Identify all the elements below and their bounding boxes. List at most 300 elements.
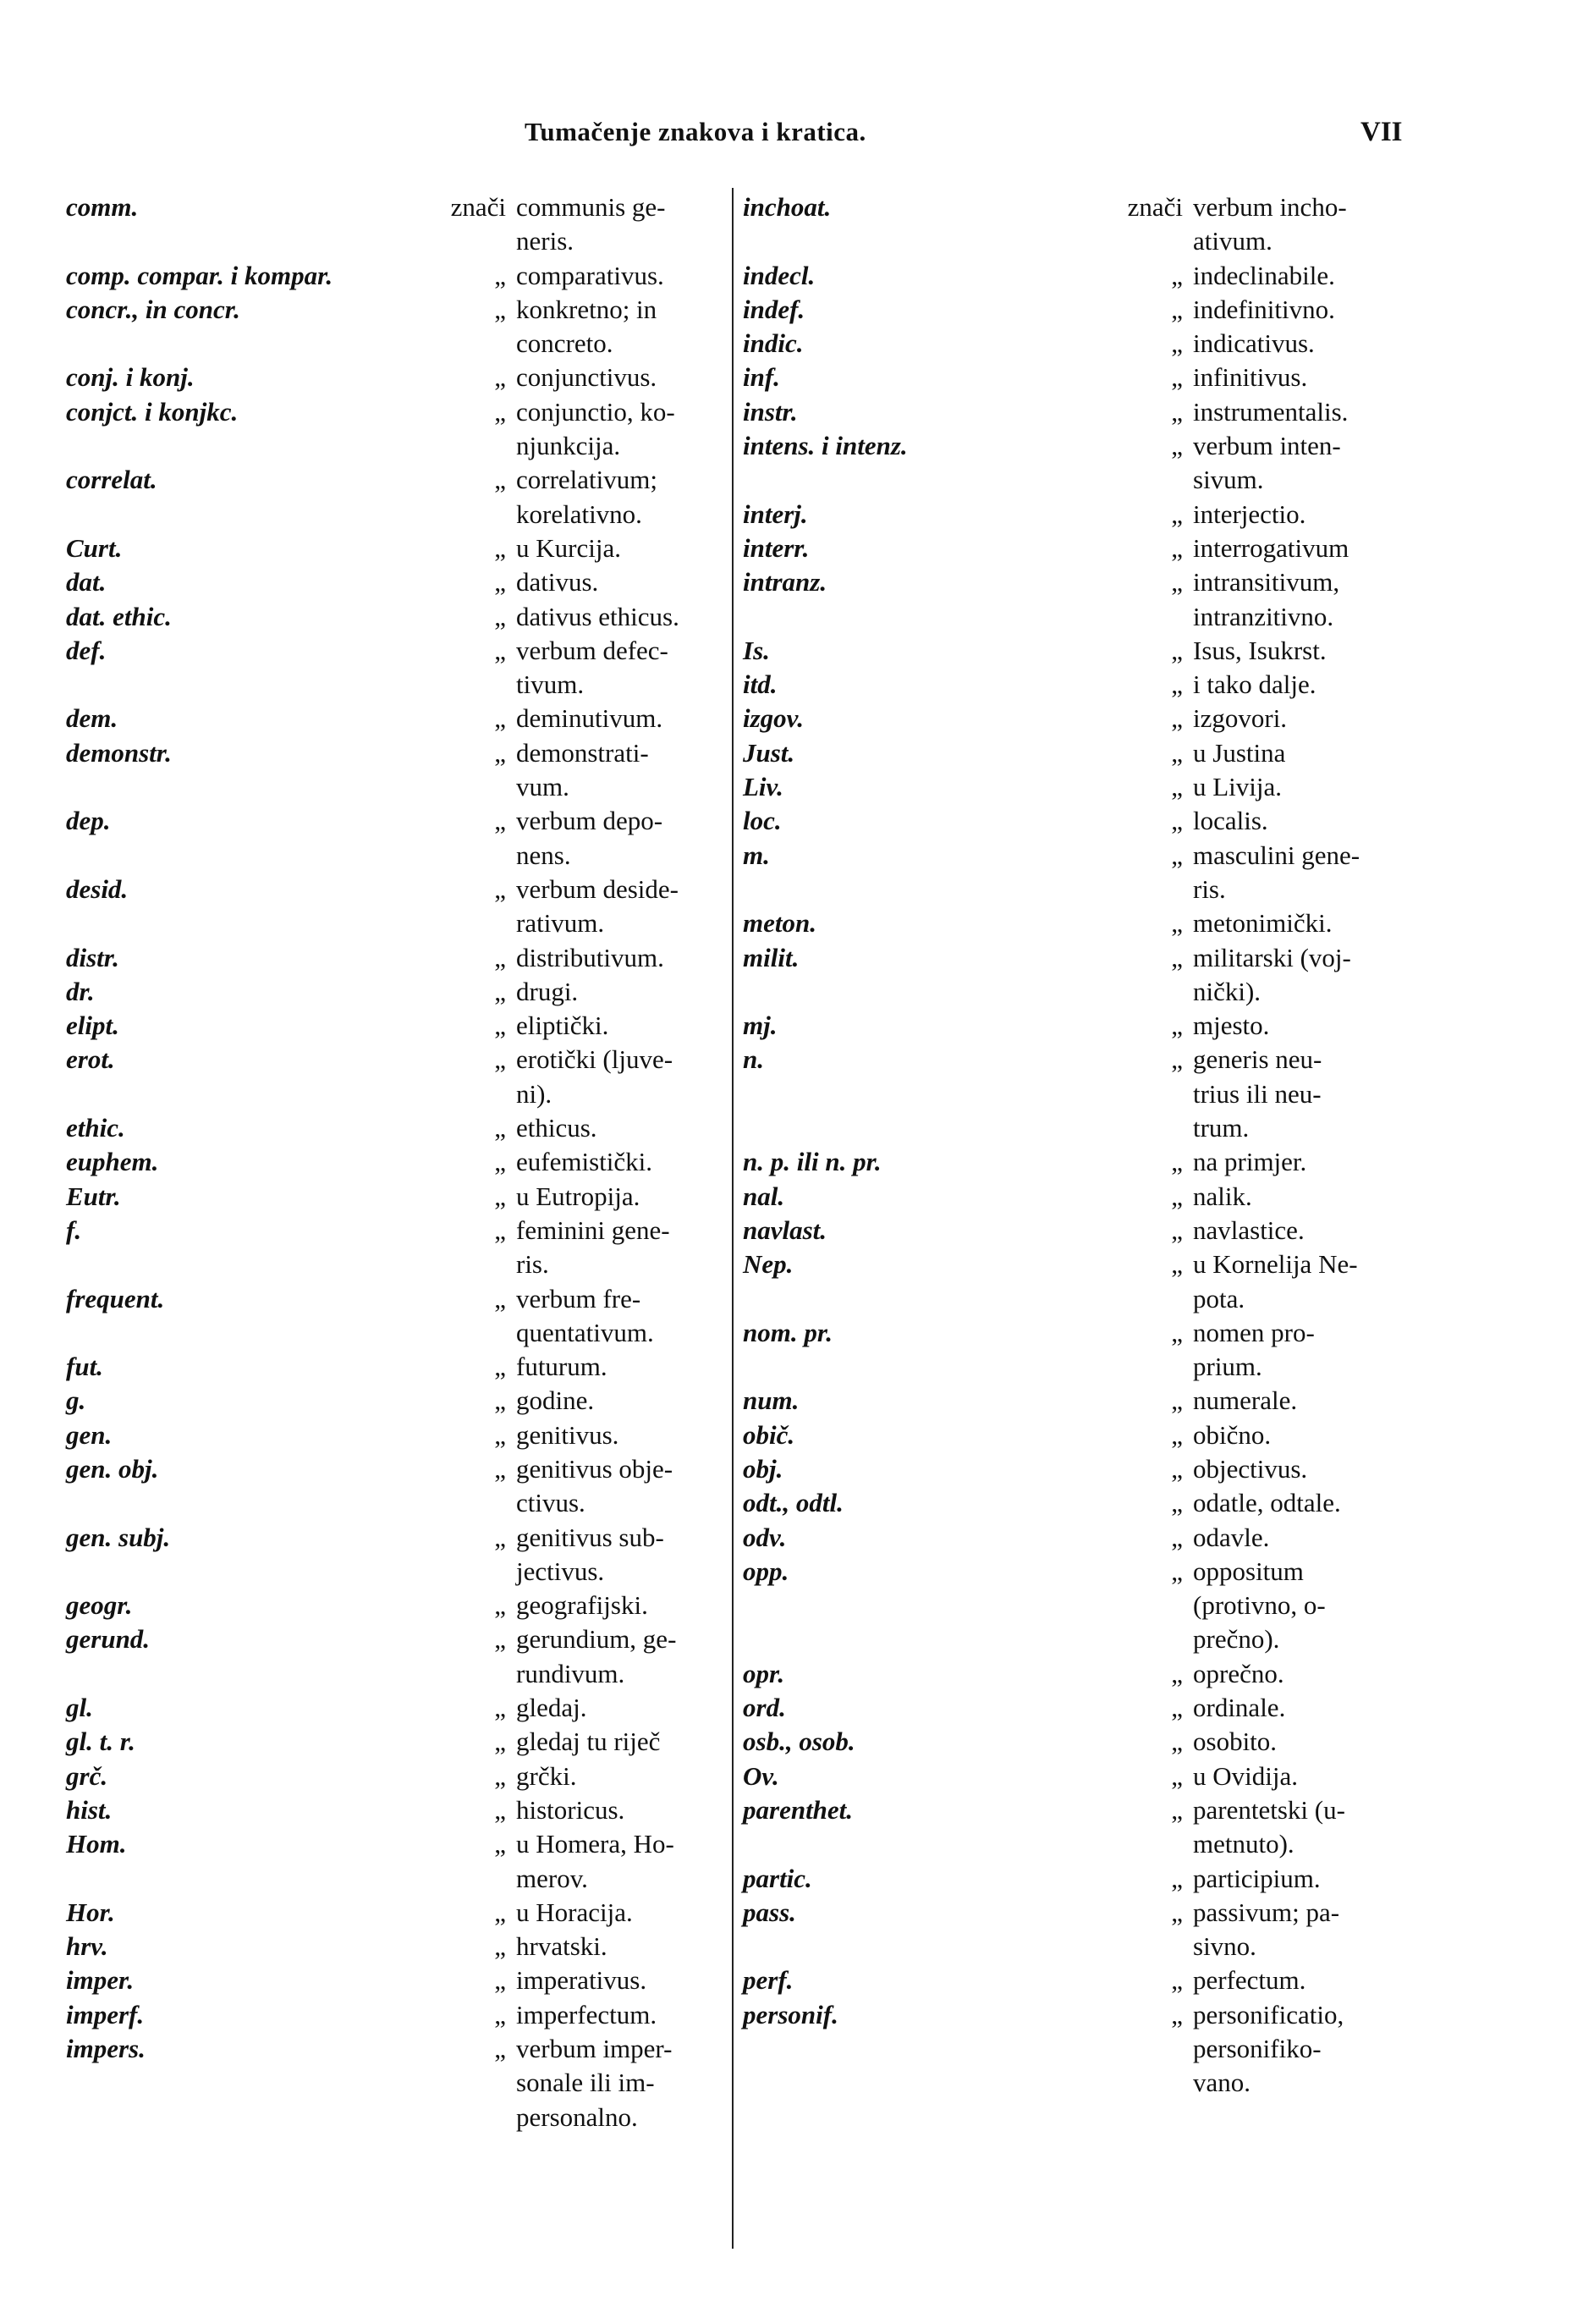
abbreviation: imper. (66, 1965, 135, 1996)
meaning-line: odatle, odtale. (1193, 1488, 1341, 1518)
meaning-line: verbum fre- (516, 1283, 641, 1313)
abbreviation-entry (743, 668, 1420, 702)
meaning-line: nalik. (1193, 1181, 1252, 1211)
abbreviation: distr. (66, 942, 119, 972)
meaning (516, 2032, 719, 2134)
means-marker: „ (1171, 1181, 1183, 1211)
means-marker: „ (494, 1726, 506, 1757)
meaning-line: njunkcija. (516, 431, 621, 461)
meaning (516, 463, 719, 531)
abbreviation: grč. (66, 1760, 108, 1791)
abbreviation: perf. (743, 1965, 794, 1996)
abbreviation-entry (66, 531, 717, 565)
abbreviation: meton. (743, 908, 816, 939)
abbreviation-entry (743, 429, 1420, 498)
means-marker: „ (1171, 908, 1183, 939)
abbreviation-entry (743, 395, 1420, 429)
meaning-line: intransitivum, (1193, 567, 1340, 598)
meaning (516, 395, 719, 464)
abbreviation-entry (66, 1180, 717, 1214)
abbreviation: Hom. (66, 1829, 127, 1859)
meaning-line: instrumentalis. (1193, 396, 1349, 427)
means-marker: „ (1171, 840, 1183, 870)
meaning-line: imperfectum. (516, 1999, 657, 2029)
meaning-line: drugi. (516, 976, 579, 1006)
means-marker: „ (494, 260, 506, 290)
abbreviation-entry (66, 1793, 717, 1827)
meaning-line: intranzitivno. (1193, 601, 1334, 631)
column-divider (732, 188, 734, 2249)
abbreviation-entry (743, 1384, 1420, 1418)
meaning (516, 736, 719, 805)
meaning-line: eliptički. (516, 1011, 609, 1041)
abbreviation: demonstr. (66, 737, 172, 768)
meaning-line: rundivum. (516, 1658, 625, 1688)
means-marker: „ (1171, 498, 1183, 529)
means-marker: „ (1171, 1011, 1183, 1041)
meaning (1193, 361, 1409, 394)
meaning (1193, 259, 1409, 293)
abbreviation-entry (66, 1827, 717, 1896)
meaning-line: verbum depo- (516, 806, 663, 836)
meaning-line: personalno. (516, 2101, 638, 2132)
abbreviation: imperf. (66, 1999, 145, 2029)
abbreviation: Curt. (66, 532, 123, 563)
abbreviation: n. p. ili n. pr. (743, 1147, 882, 1177)
meaning (516, 1963, 719, 1997)
meaning-line: u Horacija. (516, 1897, 633, 1927)
meaning-line: godine. (516, 1385, 595, 1416)
meaning (1193, 804, 1409, 838)
meaning-line: numerale. (1193, 1385, 1298, 1416)
meaning-line: metnuto). (1193, 1829, 1294, 1859)
abbreviation-entry (743, 1725, 1420, 1759)
meaning-line: passivum; pa- (1193, 1897, 1340, 1927)
abbreviation-entry (743, 1521, 1420, 1555)
meaning-line: i tako dalje. (1193, 669, 1316, 700)
meaning (1193, 190, 1409, 259)
meaning (516, 873, 719, 941)
abbreviation-entry (66, 1521, 717, 1589)
abbreviation-entry (66, 1009, 717, 1043)
meaning-line: quentativum. (516, 1317, 654, 1347)
means-marker: „ (494, 601, 506, 631)
abbreviation: inf. (743, 362, 780, 393)
meaning-line: vano. (1193, 2068, 1251, 2098)
means-marker: „ (494, 1214, 506, 1245)
abbreviation-entry (66, 1145, 717, 1179)
abbreviation: ord. (743, 1693, 786, 1723)
means-marker: „ (494, 806, 506, 836)
meaning (516, 1896, 719, 1930)
abbreviation: Just. (743, 737, 795, 768)
abbreviation: hrv. (66, 1931, 108, 1962)
abbreviation-entry (743, 1862, 1420, 1896)
meaning-line: sivno. (1193, 1931, 1256, 1962)
abbreviation: odt., odtl. (743, 1488, 844, 1518)
means-marker: „ (494, 1522, 506, 1552)
abbreviation-entry (66, 1896, 717, 1930)
meaning (516, 1145, 719, 1179)
meaning (1193, 1998, 1409, 2101)
abbreviation: concr., in concr. (66, 294, 240, 324)
abbreviation: desid. (66, 873, 129, 904)
abbreviation: gen. (66, 1419, 113, 1450)
meaning (516, 1111, 719, 1145)
means-marker: „ (494, 1283, 506, 1313)
abbreviation: nal. (743, 1181, 785, 1211)
means-marker: „ (1171, 1147, 1183, 1177)
meaning (1193, 1043, 1409, 1145)
abbreviation-entry (743, 1418, 1420, 1452)
meaning-line: (protivno, o- (1193, 1590, 1326, 1621)
meaning (1193, 1555, 1409, 1657)
meaning-line: sivum. (1193, 465, 1264, 495)
abbreviation: milit. (743, 942, 800, 972)
meaning-line: ethicus. (516, 1113, 597, 1143)
meaning (1193, 1486, 1409, 1520)
means-marker: „ (494, 703, 506, 734)
abbreviation: interj. (743, 498, 808, 529)
meaning-line: verbum deside- (516, 873, 679, 904)
means-marker: „ (1171, 772, 1183, 802)
abbreviation-entry (66, 1384, 717, 1418)
meaning-line: personificatio, (1193, 1999, 1344, 2029)
abbreviation-entry (743, 1247, 1420, 1316)
meaning-line: gerundium, ge- (516, 1624, 677, 1655)
abbreviation: opp. (743, 1556, 789, 1586)
meaning-line: gledaj. (516, 1693, 587, 1723)
meaning-line: u Eutropija. (516, 1181, 640, 1211)
means-marker: „ (494, 1419, 506, 1450)
abbreviation-entry (66, 1930, 717, 1963)
meaning-line: rativum. (516, 908, 605, 939)
meaning-line: oprečno. (1193, 1658, 1284, 1688)
means-marker: „ (494, 1011, 506, 1041)
abbreviation: dr. (66, 976, 95, 1006)
meaning (516, 293, 719, 361)
abbreviation-entry (66, 395, 717, 464)
meaning-line: indicativus. (1193, 328, 1315, 359)
meaning-line: indeclinabile. (1193, 260, 1335, 290)
page-title: Tumačenje znakova i kratica. (525, 117, 866, 146)
abbreviation: n. (743, 1044, 764, 1075)
means-marker: „ (494, 1965, 506, 1996)
means-marker: „ (1171, 260, 1183, 290)
meaning (1193, 1725, 1409, 1759)
meaning (516, 1793, 719, 1827)
meaning (1193, 293, 1409, 327)
abbreviation: elipt. (66, 1011, 119, 1041)
meaning-line: ordinale. (1193, 1693, 1286, 1723)
meaning (1193, 1145, 1409, 1179)
abbreviation-entry (743, 1963, 1420, 1997)
abbreviation: ethic. (66, 1113, 125, 1143)
abbreviation: nom. pr. (743, 1317, 833, 1347)
meaning (516, 1725, 719, 1759)
abbreviation: g. (66, 1385, 86, 1416)
abbreviation-entry (66, 702, 717, 735)
meaning (1193, 1214, 1409, 1247)
abbreviation-entry (743, 1691, 1420, 1725)
abbreviation: indef. (743, 294, 805, 324)
meaning-line: trius ili neu- (1193, 1078, 1322, 1109)
abbreviation-entry (743, 293, 1420, 327)
means-marker: „ (1171, 396, 1183, 427)
meaning (516, 531, 719, 565)
abbreviation: m. (743, 840, 770, 870)
abbreviation-entry (743, 1452, 1420, 1486)
abbreviation-entry (743, 259, 1420, 293)
abbreviation-entry (66, 1589, 717, 1622)
meaning-line: militarski (voj- (1193, 942, 1351, 972)
means-marker: „ (1171, 1385, 1183, 1416)
meaning-line: verbum imper- (516, 2034, 673, 2064)
means-marker: „ (494, 1760, 506, 1791)
abbreviation-entry (743, 1214, 1420, 1247)
meaning-line: obično. (1193, 1419, 1272, 1450)
abbreviation-entry (743, 736, 1420, 770)
meaning (1193, 839, 1409, 907)
meaning (516, 1043, 719, 1111)
abbreviation: personif. (743, 1999, 838, 2029)
meaning-line: jectivus. (516, 1556, 605, 1586)
means-marker: „ (1171, 942, 1183, 972)
meaning (1193, 429, 1409, 498)
means-marker: „ (1171, 1214, 1183, 1245)
abbreviation-entry (66, 1418, 717, 1452)
meaning-line: na primjer. (1193, 1147, 1307, 1177)
abbreviation: Liv. (743, 772, 783, 802)
meaning (1193, 498, 1409, 531)
means-marker: „ (494, 1897, 506, 1927)
meaning (1193, 1862, 1409, 1896)
meaning-line: ris. (516, 1249, 549, 1280)
meaning (1193, 1247, 1409, 1316)
means-marker: „ (1171, 635, 1183, 665)
meaning-line: ris. (1193, 873, 1226, 904)
abbreviation: pass. (743, 1897, 796, 1927)
meaning (516, 804, 719, 873)
abbreviation-entry (743, 1657, 1420, 1691)
abbreviation-entry (743, 906, 1420, 940)
meaning-line: nički). (1193, 976, 1261, 1006)
meaning-line: u Ovidija. (1193, 1760, 1298, 1791)
means-marker: „ (1171, 1556, 1183, 1586)
means-marker: „ (1171, 1726, 1183, 1757)
abbreviation-entry (66, 1214, 717, 1282)
abbreviation-entry (743, 1145, 1420, 1179)
meaning-line: konkretno; in (516, 294, 657, 324)
means-marker: „ (494, 1829, 506, 1859)
meaning (1193, 1521, 1409, 1555)
means-marker: „ (494, 1931, 506, 1962)
means-marker: „ (1171, 328, 1183, 359)
abbreviation: erot. (66, 1044, 115, 1075)
meaning-line: verbum defec- (516, 635, 668, 665)
meaning-line: neris. (516, 226, 574, 256)
meaning-line: perfectum. (1193, 1965, 1306, 1996)
abbreviation-entry (66, 634, 717, 702)
meaning-line: communis ge- (516, 192, 666, 222)
meaning-line: ni). (516, 1078, 552, 1109)
means-marker: „ (1171, 1863, 1183, 1893)
abbreviation: instr. (743, 396, 798, 427)
meaning-line: correlativum; (516, 465, 657, 495)
means-marker: „ (1171, 1522, 1183, 1552)
meaning-line: genitivus sub- (516, 1522, 664, 1552)
means-marker: „ (494, 1044, 506, 1075)
meaning-line: prečno). (1193, 1624, 1280, 1655)
abbreviation-entry (66, 293, 717, 361)
means-marker: „ (494, 942, 506, 972)
abbreviation-entry (66, 361, 717, 394)
abbreviation-entry (66, 1043, 717, 1111)
means-marker: „ (1171, 1419, 1183, 1450)
abbreviation: frequent. (66, 1283, 165, 1313)
meaning-line: u Kornelija Ne- (1193, 1249, 1358, 1280)
abbreviation: intens. i intenz. (743, 431, 908, 461)
meaning-line: grčki. (516, 1760, 577, 1791)
meaning-line: pota. (1193, 1283, 1245, 1313)
abbreviation-entry (743, 1998, 1420, 2101)
means-marker: „ (1171, 1794, 1183, 1825)
abbreviation-entry (66, 1760, 717, 1793)
means-marker: „ (494, 635, 506, 665)
abbreviation-entry (743, 839, 1420, 907)
means-marker: znači (1127, 192, 1183, 222)
meaning-line: indefinitivno. (1193, 294, 1335, 324)
meaning (516, 1384, 719, 1418)
meaning-line: infinitivus. (1193, 362, 1308, 393)
meaning-line: eufemistički. (516, 1147, 652, 1177)
meaning (516, 1998, 719, 2032)
meaning-line: u Kurcija. (516, 532, 621, 563)
abbreviation: Hor. (66, 1897, 115, 1927)
abbreviation: gen. obj. (66, 1453, 159, 1484)
means-marker: „ (1171, 737, 1183, 768)
abbreviation: conj. i konj. (66, 362, 195, 393)
meaning (1193, 1963, 1409, 1997)
abbreviation: indecl. (743, 260, 816, 290)
meaning-line: verbum inten- (1193, 431, 1341, 461)
meaning (516, 1009, 719, 1043)
abbreviation-entry (66, 600, 717, 634)
abbreviation-entry (743, 1316, 1420, 1385)
means-marker: „ (1171, 1897, 1183, 1927)
abbreviation-entry (743, 1180, 1420, 1214)
meaning (516, 702, 719, 735)
abbreviation: comp. compar. i kompar. (66, 260, 333, 290)
abbreviation-entry (743, 941, 1420, 1010)
meaning-line: nomen pro- (1193, 1317, 1315, 1347)
abbreviation: def. (66, 635, 107, 665)
abbreviation-entry (66, 1452, 717, 1521)
abbreviation-entry (66, 463, 717, 531)
abbreviation: osb., osob. (743, 1726, 855, 1757)
means-marker: „ (1171, 1488, 1183, 1518)
means-marker: „ (494, 362, 506, 393)
abbreviation: f. (66, 1214, 82, 1245)
meaning (516, 190, 719, 259)
abbreviation: comm. (66, 192, 139, 222)
meaning-line: futurum. (516, 1352, 607, 1382)
abbreviation: gl. (66, 1693, 93, 1723)
meaning-line: nens. (516, 840, 571, 870)
means-marker: „ (1171, 1999, 1183, 2029)
abbreviation: hist. (66, 1794, 113, 1825)
meaning (1193, 906, 1409, 940)
means-marker: „ (494, 1999, 506, 2029)
meaning (1193, 736, 1409, 770)
abbreviation-entry (743, 804, 1420, 838)
abbreviation: Eutr. (66, 1181, 121, 1211)
meaning (1193, 770, 1409, 804)
abbreviation: itd. (743, 669, 778, 700)
abbreviation-entry (66, 1998, 717, 2032)
means-marker: „ (494, 1624, 506, 1655)
abbreviation-entry (743, 531, 1420, 565)
abbreviation: parenthet. (743, 1794, 854, 1825)
abbreviation: dep. (66, 806, 111, 836)
abbreviation: dem. (66, 703, 118, 734)
abbreviation: inchoat. (743, 192, 832, 222)
abbreviation: num. (743, 1385, 800, 1416)
meaning (1193, 327, 1409, 361)
abbreviation: mj. (743, 1011, 778, 1041)
meaning (1193, 1316, 1409, 1385)
abbreviation: opr. (743, 1658, 785, 1688)
abbreviation: euphem. (66, 1147, 159, 1177)
means-marker: „ (1171, 362, 1183, 393)
abbreviation-entry (66, 975, 717, 1009)
meaning (1193, 531, 1409, 565)
abbreviation-entry (66, 1350, 717, 1384)
meaning (1193, 1657, 1409, 1691)
meaning (516, 975, 719, 1009)
means-marker: „ (494, 1113, 506, 1143)
means-marker: „ (1171, 431, 1183, 461)
meaning-line: historicus. (516, 1794, 625, 1825)
abbreviation-entry (66, 873, 717, 941)
meaning (516, 1760, 719, 1793)
meaning (516, 1282, 719, 1351)
left-column (66, 190, 717, 2134)
means-marker: „ (1171, 1693, 1183, 1723)
meaning-line: dativus. (516, 567, 599, 598)
abbreviation: navlast. (743, 1214, 827, 1245)
means-marker: „ (1171, 703, 1183, 734)
meaning-line: trum. (1193, 1113, 1250, 1143)
means-marker: „ (494, 294, 506, 324)
meaning (516, 1827, 719, 1896)
meaning (1193, 565, 1409, 634)
abbreviation-entry (743, 190, 1420, 259)
abbreviation-entry (743, 1486, 1420, 1520)
means-marker: „ (1171, 532, 1183, 563)
meaning-line: demonstrati- (516, 737, 649, 768)
abbreviation-entry (66, 1622, 717, 1691)
abbreviation-entry (743, 1760, 1420, 1793)
meaning-line: localis. (1193, 806, 1268, 836)
means-marker: „ (1171, 567, 1183, 598)
meaning (516, 1214, 719, 1282)
meaning (1193, 702, 1409, 735)
means-marker: „ (494, 396, 506, 427)
abbreviation-entry (743, 1043, 1420, 1145)
abbreviation-entry (743, 702, 1420, 735)
meaning (516, 1930, 719, 1963)
